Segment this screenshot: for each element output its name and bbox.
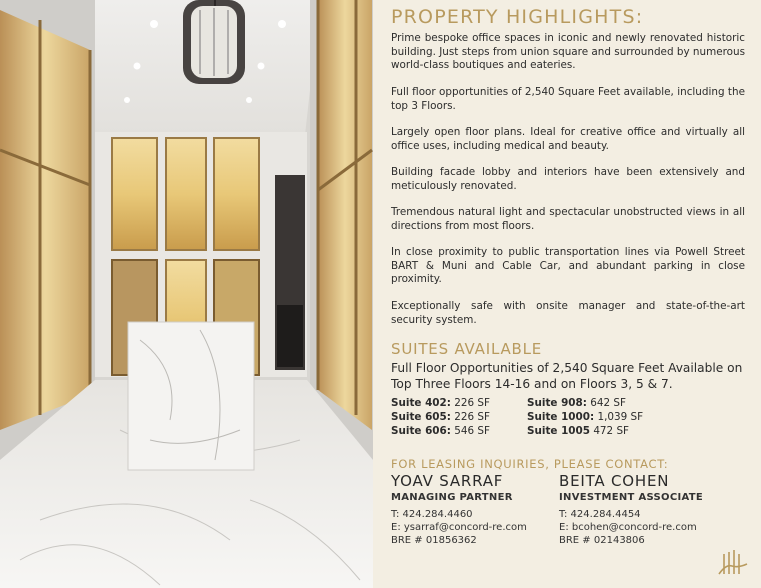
highlights-title: PROPERTY HIGHLIGHTS: <box>391 6 644 28</box>
highlight-paragraph: Tremendous natural light and spectacular unobstructed views in all directions from most floors. <box>391 206 745 232</box>
suite-name: Suite 605: <box>391 410 451 423</box>
suite-name: Suite 1000: <box>527 410 595 423</box>
contact-bre: BRE # 02143806 <box>559 535 645 547</box>
contact-title: MANAGING PARTNER <box>391 492 513 503</box>
contact-email: E: ysarraf@concord-re.com <box>391 522 527 534</box>
contact-name: BEITA COHEN <box>559 472 670 490</box>
suite-size: 642 SF <box>590 397 626 409</box>
suite-name: Suite 1005 <box>527 424 590 437</box>
highlight-paragraph: Largely open floor plans. Ideal for creative office and virtually all office uses, including medical and beauty. <box>391 126 745 152</box>
leasing-title: FOR LEASING INQUIRIES, PLEASE CONTACT: <box>391 457 669 471</box>
suite-size: 226 SF <box>454 410 490 423</box>
suite-row <box>527 425 643 439</box>
contact-title: INVESTMENT ASSOCIATE <box>559 492 704 503</box>
suite-size: 1,039 SF <box>597 410 644 423</box>
suite-row <box>527 411 643 425</box>
concord-logo-icon <box>718 550 748 576</box>
info-panel <box>373 0 761 588</box>
suites-list-right <box>527 397 643 438</box>
highlight-paragraph: Prime bespoke office spaces in iconic and newly renovated historic building. Just steps from union square and surrounded by numerous world-class boutiques and eateries. <box>391 32 745 72</box>
contact-email: E: bcohen@concord-re.com <box>559 522 697 534</box>
suite-row <box>527 397 643 411</box>
highlight-paragraph: Building facade lobby and interiors have been extensively and meticulously renovated. <box>391 166 745 192</box>
suites-list-left <box>391 397 490 438</box>
contact-name: YOAV SARRAF <box>391 472 504 490</box>
suite-size: 546 SF <box>454 424 490 437</box>
suites-title: SUITES AVAILABLE <box>391 340 543 358</box>
highlight-paragraph: Exceptionally safe with onsite manager and state-of-the-art security system. <box>391 300 745 326</box>
suite-name: Suite 908: <box>527 397 587 409</box>
lobby-photo <box>0 0 373 588</box>
suite-size: 226 SF <box>454 397 490 409</box>
contact-phone: T: 424.284.4454 <box>559 509 641 520</box>
suite-row <box>391 425 490 439</box>
suites-description: Full Floor Opportunities of 2,540 Square Feet Available on Top Three Floors 14-16 and on Floors 3, 5 & 7. <box>391 361 743 391</box>
suite-name: Suite 402: <box>391 397 451 409</box>
contact-card <box>391 472 561 548</box>
suite-name: Suite 606: <box>391 424 451 437</box>
highlight-paragraph: In close proximity to public transportation lines via Powell Street BART & Muni and Cable Car, and abundant parking in close proximity. <box>391 246 745 286</box>
highlight-paragraph: Full floor opportunities of 2,540 Square Feet available, including the top 3 Floors. <box>391 86 745 112</box>
contact-card <box>559 472 729 548</box>
suite-row <box>391 397 490 411</box>
contact-bre: BRE # 01856362 <box>391 535 477 547</box>
suite-row <box>391 411 490 425</box>
suite-size: 472 SF <box>593 424 630 437</box>
contact-phone: T: 424.284.4460 <box>391 509 473 520</box>
